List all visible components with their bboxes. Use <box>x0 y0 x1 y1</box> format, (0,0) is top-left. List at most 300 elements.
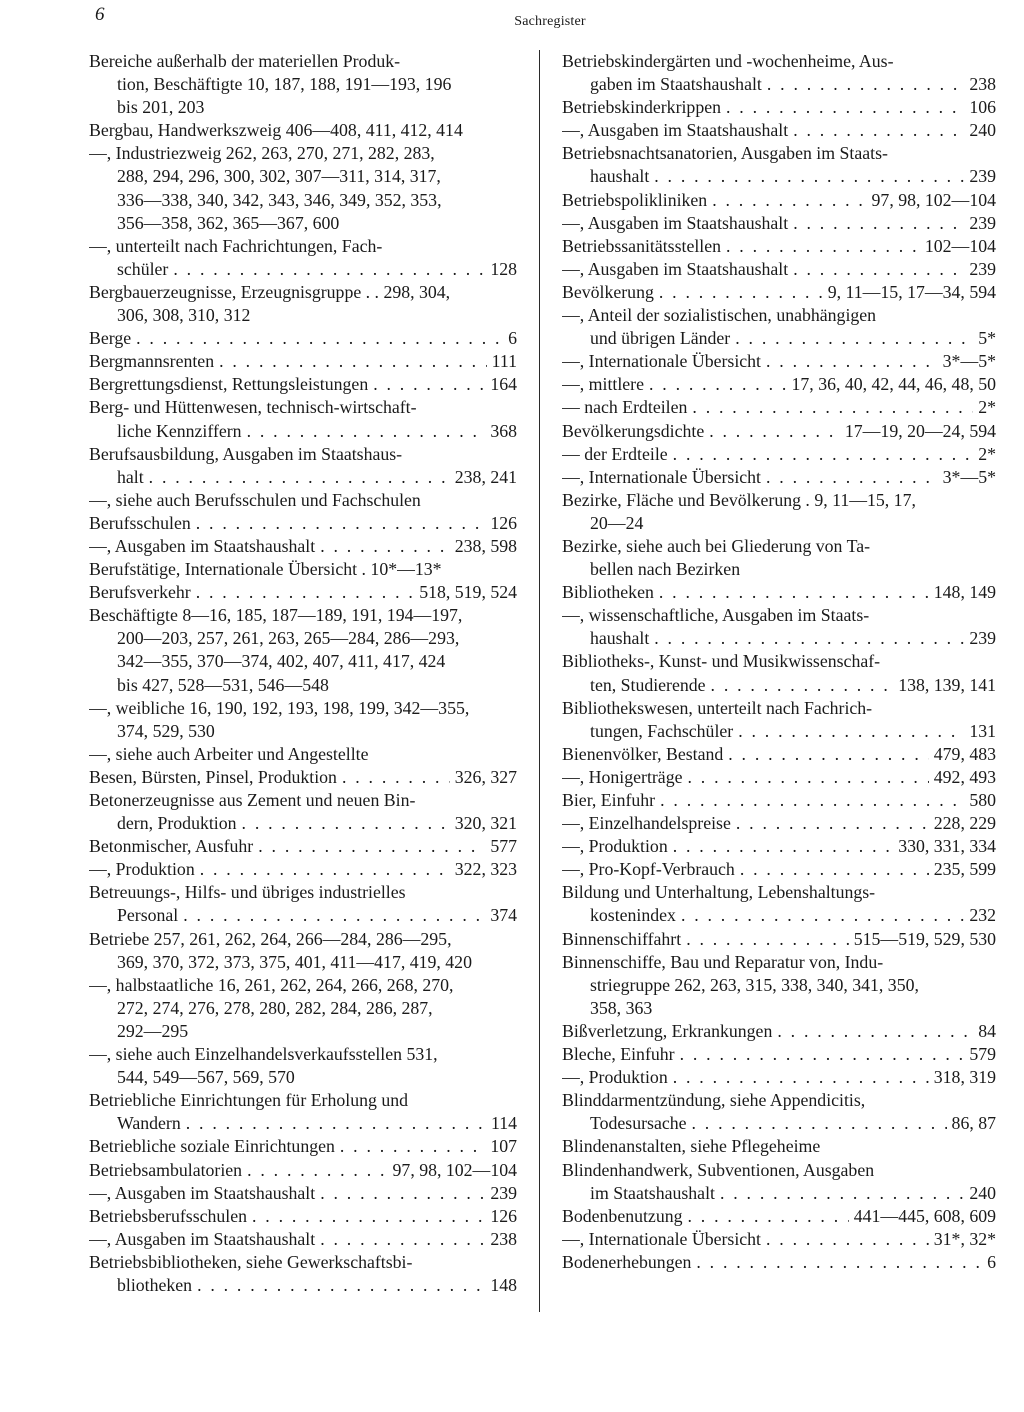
index-term: —, Einzelhandelspreise <box>562 813 731 834</box>
index-entry <box>89 1135 517 1158</box>
index-term: Betriebliche soziale Einrichtungen <box>89 1136 335 1157</box>
index-entry <box>89 1089 517 1135</box>
index-entry <box>89 1228 517 1251</box>
index-entry <box>562 743 996 766</box>
dot-leader <box>340 1135 485 1158</box>
index-term: liche Kennziffern <box>117 420 242 441</box>
index-entry <box>89 928 517 974</box>
index-term: —, Produktion <box>89 859 195 880</box>
index-term: bliotheken <box>117 1274 193 1295</box>
index-line <box>562 581 996 604</box>
dot-leader <box>373 373 485 396</box>
index-line: Betriebliche Einrichtungen für Erholung und <box>89 1090 408 1111</box>
index-term: Betriebssanitätsstellen <box>562 235 722 256</box>
index-line <box>562 327 996 350</box>
index-term: tungen, Fachschüler <box>590 720 734 741</box>
dot-leader <box>738 720 964 743</box>
index-line: Bereiche außerhalb der materiellen Produk- <box>89 51 401 71</box>
dot-leader <box>680 1043 965 1066</box>
index-column-right <box>562 50 996 1274</box>
index-entry <box>89 743 517 766</box>
index-line: bis 201, 203 <box>117 97 205 118</box>
index-entry <box>89 581 517 604</box>
index-entry <box>89 558 517 581</box>
index-entry <box>562 489 996 535</box>
index-entry <box>562 1020 996 1043</box>
index-entry <box>89 766 517 789</box>
dot-leader <box>197 1274 485 1297</box>
index-line <box>89 858 517 881</box>
index-term: schüler <box>117 258 169 279</box>
index-entry <box>89 327 517 350</box>
index-line <box>562 674 996 697</box>
index-entry <box>89 1205 517 1228</box>
index-term: Berufsverkehr <box>89 582 191 603</box>
index-line <box>562 789 996 812</box>
running-head: Sachregister <box>514 14 586 29</box>
index-line <box>562 73 996 96</box>
index-entry <box>89 235 517 281</box>
index-term: Bergmannsrenten <box>89 351 215 372</box>
index-line: Bergbauerzeugnisse, Erzeugnisgruppe . . 298, 304, <box>89 281 451 302</box>
index-line: Betriebsnachtsanatorien, Ausgaben im Staats- <box>562 143 888 164</box>
index-term: —, Ausgaben im Staatshaushalt <box>562 212 789 233</box>
page-references: 2* <box>978 397 996 418</box>
index-entry <box>562 835 996 858</box>
index-entry <box>562 858 996 881</box>
page-references: 330, 331, 334 <box>898 836 996 857</box>
index-line: Betriebsbibliotheken, siehe Gewerkschaftsbi- <box>89 1251 413 1272</box>
index-entry <box>89 373 517 396</box>
dot-leader <box>219 350 487 373</box>
index-line <box>89 1205 517 1228</box>
page-references: 232 <box>969 905 996 926</box>
index-term: Bier, Einfuhr <box>562 790 656 810</box>
page-references: 239 <box>969 258 996 279</box>
page-references: 6 <box>508 328 517 349</box>
column-divider <box>539 50 540 1312</box>
index-entry <box>562 1251 996 1274</box>
index-entry <box>562 189 996 212</box>
index-line <box>89 420 517 443</box>
index-entry <box>562 1089 996 1135</box>
index-line: striegruppe 262, 263, 315, 338, 340, 341, 350, <box>590 974 919 995</box>
index-line <box>562 235 996 258</box>
index-line: —, siehe auch Arbeiter und Angestellte <box>89 743 369 764</box>
page-references: 126 <box>490 1205 517 1226</box>
index-entry <box>89 697 517 743</box>
page-references: 492, 493 <box>933 766 996 787</box>
page-references: 2* <box>978 443 996 464</box>
dot-leader <box>654 165 964 188</box>
page-references: 3*—5* <box>942 351 996 372</box>
index-line <box>89 1112 517 1135</box>
dot-leader <box>654 627 964 650</box>
page-references: 164 <box>490 374 517 395</box>
index-entry <box>562 396 996 419</box>
page-references: 148 <box>490 1274 517 1295</box>
index-term: Betonmischer, Ausfuhr <box>89 836 254 857</box>
index-line <box>562 1066 996 1089</box>
page-references: 238, 598 <box>454 535 517 556</box>
index-line <box>562 96 996 119</box>
index-entry <box>562 96 996 119</box>
index-entry <box>89 119 517 142</box>
dot-leader <box>342 766 450 789</box>
index-term: im Staatshaushalt <box>590 1182 715 1203</box>
index-entry <box>89 1159 517 1182</box>
index-entry <box>89 50 517 119</box>
index-term: Bodenerhebungen <box>562 1251 692 1272</box>
index-term: Besen, Bürsten, Pinsel, Produktion <box>89 766 337 787</box>
page-references: 148, 149 <box>933 582 996 603</box>
index-line <box>562 1112 996 1135</box>
index-term: halt <box>117 466 144 487</box>
page-references: 9, 11—15, 17—34, 594 <box>827 281 996 302</box>
page-references: 5* <box>978 328 996 349</box>
index-line: Berufstätige, Internationale Übersicht . 10*—13* <box>89 559 442 580</box>
index-line: 544, 549—567, 569, 570 <box>117 1067 295 1088</box>
dot-leader <box>712 189 866 212</box>
page-references: 320, 321 <box>454 813 517 834</box>
index-entry <box>89 396 517 442</box>
index-line <box>562 189 996 212</box>
index-term: haushalt <box>590 166 650 187</box>
index-line: 272, 274, 276, 278, 280, 282, 284, 286, 287, <box>117 997 433 1018</box>
index-line <box>89 835 517 858</box>
index-line: Betriebskindergärten und -wochenheime, Aus- <box>562 51 894 71</box>
index-entry <box>562 766 996 789</box>
index-entry <box>562 1159 996 1205</box>
index-line <box>562 258 996 281</box>
index-term: —, Pro-Kopf-Verbrauch <box>562 859 735 880</box>
index-term: —, Internationale Übersicht <box>562 351 761 372</box>
index-entry <box>562 350 996 373</box>
index-line: —, weibliche 16, 190, 192, 193, 198, 199, 342—355, <box>89 697 470 718</box>
dot-leader <box>320 535 450 558</box>
index-line: 200—203, 257, 261, 263, 265—284, 286—293, <box>117 628 460 649</box>
page-references: 235, 599 <box>933 859 996 880</box>
index-entry <box>562 443 996 466</box>
page-references: 228, 229 <box>933 813 996 834</box>
index-column-left <box>89 50 517 1297</box>
index-term: —, Ausgaben im Staatshaushalt <box>562 258 789 279</box>
index-term: —, Internationale Übersicht <box>562 466 761 487</box>
index-entry <box>562 1135 996 1158</box>
index-line: 356—358, 362, 365—367, 600 <box>117 212 340 233</box>
index-line <box>562 743 996 766</box>
index-entry <box>89 535 517 558</box>
page-references: 441—445, 608, 609 <box>853 1205 996 1226</box>
index-term: —, Produktion <box>562 836 668 857</box>
dot-leader <box>659 581 929 604</box>
dot-leader <box>709 420 840 443</box>
page-references: 131 <box>969 720 996 741</box>
index-line <box>562 1205 996 1228</box>
index-line: Betriebe 257, 261, 262, 264, 266—284, 286—295, <box>89 928 452 949</box>
index-term: —, Ausgaben im Staatshaushalt <box>89 1182 316 1203</box>
index-line: 20—24 <box>590 512 644 533</box>
dot-leader <box>735 327 973 350</box>
dot-leader <box>726 235 920 258</box>
index-line: 342—355, 370—374, 402, 407, 411, 417, 424 <box>117 651 446 672</box>
page-references: 322, 323 <box>454 859 517 880</box>
index-term: Betriebspolikliniken <box>562 189 708 210</box>
page-references: 3*—5* <box>942 466 996 487</box>
dot-leader <box>766 1228 929 1251</box>
index-term: —, Honigerträge <box>562 766 683 787</box>
page-references: 111 <box>491 351 517 372</box>
index-term: —, mittlere <box>562 374 644 395</box>
index-line: —, siehe auch Einzelhandelsverkaufsstellen 531, <box>89 1044 438 1065</box>
index-entry <box>89 974 517 1043</box>
dot-leader <box>659 281 823 304</box>
index-term: Bergrettungsdienst, Rettungsleistungen <box>89 374 369 395</box>
index-entry <box>562 1205 996 1228</box>
index-term: haushalt <box>590 628 650 649</box>
dot-leader <box>687 766 928 789</box>
index-entry <box>89 789 517 835</box>
dot-leader <box>696 1251 982 1274</box>
page-references: 515—519, 529, 530 <box>853 928 996 949</box>
page-references: 17—19, 20—24, 594 <box>844 420 996 441</box>
page-references: 138, 139, 141 <box>898 674 996 695</box>
index-entry <box>562 373 996 396</box>
index-line <box>89 258 517 281</box>
dot-leader <box>711 674 894 697</box>
page-references: 97, 98, 102—104 <box>392 1159 517 1180</box>
page-references: 579 <box>969 1044 996 1065</box>
dot-leader <box>196 512 486 535</box>
index-entry <box>562 50 996 96</box>
index-line <box>89 1182 517 1205</box>
page-references: 238, 241 <box>454 466 517 487</box>
page-references: 479, 483 <box>933 743 996 764</box>
index-line <box>89 1274 517 1297</box>
index-entry <box>89 443 517 489</box>
index-term: ten, Studierende <box>590 674 706 695</box>
index-line: —, wissenschaftliche, Ausgaben im Staats- <box>562 605 870 626</box>
dot-leader <box>720 1182 964 1205</box>
index-line <box>89 327 517 350</box>
index-term: Bevölkerungsdichte <box>562 420 705 441</box>
index-line: 288, 294, 296, 300, 302, 307—311, 314, 317, <box>117 166 441 187</box>
index-entry <box>562 650 996 696</box>
index-term: Personal <box>117 905 179 926</box>
index-line: 374, 529, 530 <box>117 720 215 741</box>
index-term: und übrigen Länder <box>590 328 731 349</box>
index-term: Bibliotheken <box>562 582 654 603</box>
index-term: Betriebsambulatorien <box>89 1159 243 1180</box>
page-references: 239 <box>969 166 996 187</box>
index-line <box>562 1228 996 1251</box>
index-line: bis 427, 528—531, 546—548 <box>117 674 329 695</box>
index-line: tion, Beschäftigte 10, 187, 188, 191—193, 196 <box>117 74 452 95</box>
index-term: Wandern <box>117 1113 181 1134</box>
index-line: Binnenschiffe, Bau und Reparatur von, Indu- <box>562 951 884 972</box>
index-term: Bodenbenutzung <box>562 1205 683 1226</box>
index-line <box>562 396 996 419</box>
index-line <box>89 1159 517 1182</box>
index-line: 306, 308, 310, 312 <box>117 305 251 326</box>
index-entry <box>562 604 996 650</box>
dot-leader <box>200 858 450 881</box>
index-term: Betriebskinderkrippen <box>562 97 721 118</box>
page-references: 128 <box>490 258 517 279</box>
dot-leader <box>252 1205 485 1228</box>
dot-leader <box>740 858 929 881</box>
index-line <box>562 119 996 142</box>
index-line: Berufsausbildung, Ausgaben im Staatshaus- <box>89 443 403 464</box>
page-number: 6 <box>95 4 105 25</box>
index-line <box>89 766 517 789</box>
index-line <box>89 350 517 373</box>
index-line: —, siehe auch Berufsschulen und Fachschulen <box>89 489 421 510</box>
dot-leader <box>766 466 938 489</box>
index-entry <box>89 489 517 512</box>
index-entry <box>89 1182 517 1205</box>
index-line <box>562 812 996 835</box>
page-references: 518, 519, 524 <box>419 582 517 603</box>
index-line <box>562 627 996 650</box>
dot-leader <box>320 1228 485 1251</box>
page-references: 97, 98, 102—104 <box>871 189 996 210</box>
dot-leader <box>673 443 974 466</box>
index-line: Beschäftigte 8—16, 185, 187—189, 191, 194—197, <box>89 605 463 626</box>
dot-leader <box>726 96 964 119</box>
index-term: Berge <box>89 328 132 349</box>
dot-leader <box>186 1112 486 1135</box>
page-references: 239 <box>969 628 996 649</box>
index-line <box>89 1135 517 1158</box>
dot-leader <box>196 581 414 604</box>
index-line: —, Anteil der sozialistischen, unabhängigen <box>562 305 877 326</box>
index-line <box>89 373 517 396</box>
page-references: 368 <box>490 420 517 441</box>
index-entry <box>562 535 996 581</box>
page-references: 238 <box>969 74 996 95</box>
index-entry <box>562 281 996 304</box>
index-entry <box>89 281 517 327</box>
index-entry <box>562 1228 996 1251</box>
dot-leader <box>777 1020 973 1043</box>
dot-leader <box>649 373 787 396</box>
index-term: kostenindex <box>590 905 676 926</box>
dot-leader <box>736 812 929 835</box>
index-line <box>562 835 996 858</box>
dot-leader <box>766 350 938 373</box>
index-term: Betriebsberufsschulen <box>89 1205 248 1226</box>
dot-leader <box>320 1182 485 1205</box>
index-line <box>562 1043 996 1066</box>
index-term: Bißverletzung, Erkrankungen <box>562 1020 773 1041</box>
dot-leader <box>793 212 964 235</box>
page-references: 107 <box>490 1136 517 1157</box>
page-references: 374 <box>490 905 517 926</box>
index-term: —, Produktion <box>562 1067 668 1088</box>
index-line: 336—338, 340, 342, 343, 346, 349, 352, 353, <box>117 189 442 210</box>
index-entry <box>562 1043 996 1066</box>
page-references: 102—104 <box>924 235 996 256</box>
index-line <box>562 928 996 951</box>
index-line: Blindenanstalten, siehe Pflegeheime <box>562 1136 821 1157</box>
index-line <box>89 581 517 604</box>
index-line <box>562 1020 996 1043</box>
index-line <box>562 373 996 396</box>
index-line <box>562 720 996 743</box>
index-line: bellen nach Bezirken <box>590 559 741 580</box>
index-line: Berg- und Hüttenwesen, technisch-wirtschaft- <box>89 397 417 418</box>
index-line <box>562 281 996 304</box>
dot-leader <box>692 396 973 419</box>
dot-leader <box>681 904 964 927</box>
dot-leader <box>688 1205 849 1228</box>
index-entry <box>89 835 517 858</box>
index-entry <box>89 142 517 234</box>
index-entry <box>562 1066 996 1089</box>
index-line <box>562 350 996 373</box>
page-references: 239 <box>969 212 996 233</box>
page-references: 240 <box>969 120 996 141</box>
index-line: 358, 363 <box>590 997 653 1018</box>
index-entry <box>89 858 517 881</box>
index-entry <box>562 581 996 604</box>
dot-leader <box>183 904 485 927</box>
dot-leader <box>728 743 929 766</box>
dot-leader <box>686 928 849 951</box>
page-references: 580 <box>969 790 996 810</box>
index-line <box>562 466 996 489</box>
index-line: Bezirke, Fläche und Bevölkerung . 9, 11—15, 17, <box>562 489 916 510</box>
index-term: —, Ausgaben im Staatshaushalt <box>89 535 316 556</box>
index-entry <box>562 420 996 443</box>
dot-leader <box>767 73 964 96</box>
index-entry <box>562 142 996 188</box>
index-line <box>562 165 996 188</box>
dot-leader <box>136 327 503 350</box>
index-term: —, Ausgaben im Staatshaushalt <box>562 120 789 141</box>
page-references: 6 <box>987 1251 996 1272</box>
index-line <box>89 1228 517 1251</box>
index-line: —, Industriezweig 262, 263, 270, 271, 282, 283, <box>89 143 435 164</box>
index-line: Bibliothekswesen, unterteilt nach Fachrich- <box>562 697 873 718</box>
index-term: Todesursache <box>590 1113 687 1134</box>
index-line: —, halbstaatliche 16, 261, 262, 264, 266, 268, 270, <box>89 974 454 995</box>
index-term: —, Ausgaben im Staatshaushalt <box>89 1228 316 1249</box>
page-references: 318, 319 <box>933 1067 996 1088</box>
index-line: Betonerzeugnisse aus Zement und neuen Bin- <box>89 790 416 810</box>
index-term: dern, Produktion <box>117 813 237 834</box>
page-references: 240 <box>969 1182 996 1203</box>
page-references: 126 <box>490 512 517 533</box>
index-term: gaben im Staatshaushalt <box>590 74 762 95</box>
page-references: 86, 87 <box>951 1113 996 1134</box>
index-line <box>562 212 996 235</box>
index-entry <box>562 119 996 142</box>
index-line <box>562 1182 996 1205</box>
index-entry <box>89 881 517 927</box>
index-entry <box>562 235 996 258</box>
index-line: 292—295 <box>117 1020 189 1041</box>
dot-leader <box>793 258 964 281</box>
index-line <box>562 858 996 881</box>
index-term: Bevölkerung <box>562 281 654 302</box>
index-entry <box>562 928 996 951</box>
dot-leader <box>247 1159 387 1182</box>
index-term: Bleche, Einfuhr <box>562 1044 675 1065</box>
index-term: Berufsschulen <box>89 512 191 533</box>
index-line <box>89 904 517 927</box>
